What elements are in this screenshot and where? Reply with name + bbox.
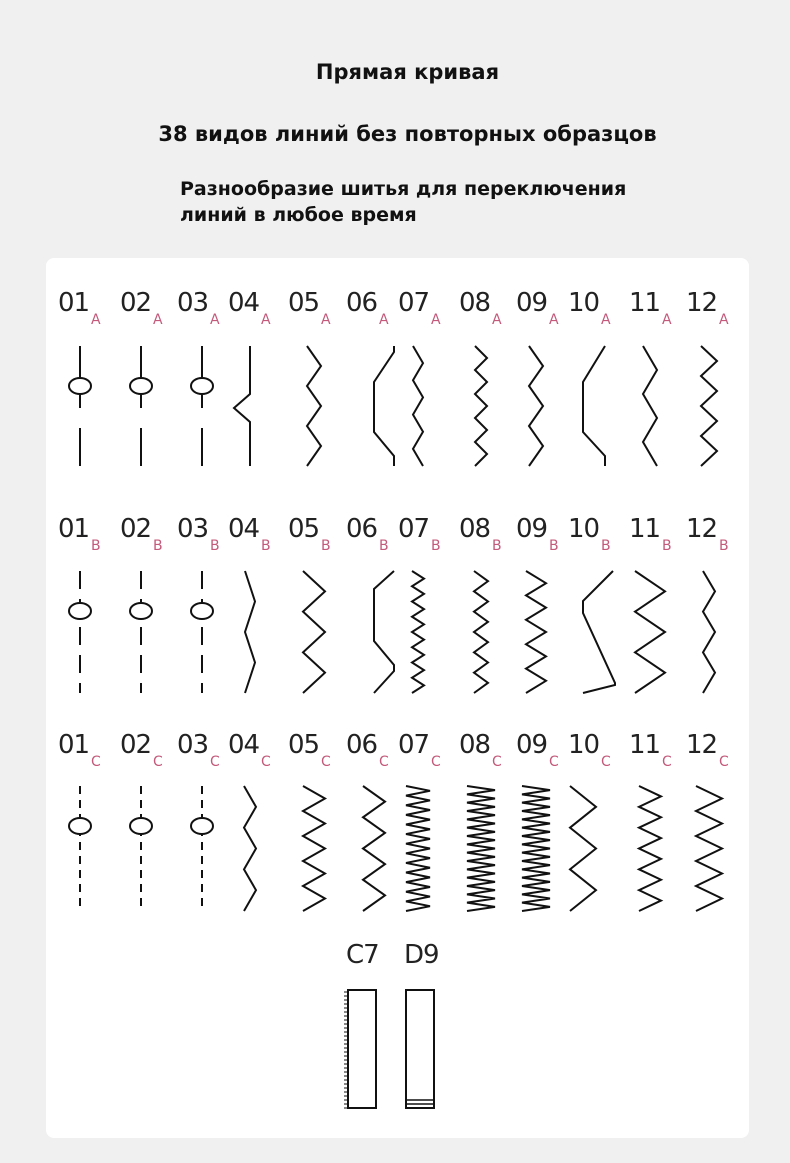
stitch-number-label: 10 [568,730,600,760]
stitch-letter-label: B [662,538,672,554]
page-title: Прямая кривая [315,60,500,84]
stitch-a-04 [234,346,250,466]
page-subtitle: 38 видов линий без повторных образцов [158,122,657,146]
stitch-b-11 [635,571,665,693]
stitch-b-08 [474,571,488,693]
stitch-number-label: 02 [120,730,152,760]
stitch-c-08 [467,786,495,911]
stitch-letter-label: A [210,312,220,328]
stitch-b-09 [526,571,546,693]
stitch-letter-label: C [662,754,672,770]
stitch-a-01-oval [69,378,91,394]
stitch-letter-label: C [91,754,101,770]
stitch-letter-label: C [210,754,220,770]
stitch-letter-label: B [261,538,271,554]
stitch-c-09 [522,786,550,911]
stitch-c-07 [406,786,430,911]
stitch-a-09 [529,346,543,466]
stitch-letter-label: B [431,538,441,554]
stitch-letter-label: B [719,538,729,554]
stitch-number-label: 01 [58,730,90,760]
stitch-card [46,258,749,1138]
stitch-c-01-oval [69,818,91,834]
stitch-number-label: 09 [516,288,548,318]
page-description [180,176,700,228]
stitch-patterns-svg [46,258,749,1138]
stitch-number-label: 12 [686,514,718,544]
stitch-number-label: 04 [228,514,260,544]
stitch-a-10 [583,346,605,466]
stitch-letter-label: C [379,754,389,770]
stitch-number-label: 05 [288,730,320,760]
stitch-number-label: 07 [398,514,430,544]
stitch-letter-label: A [492,312,502,328]
stitch-letter-label: A [601,312,611,328]
stitch-a-11 [643,346,657,466]
stitch-number-label: 09 [516,514,548,544]
stitch-letter-label: C [549,754,559,770]
stitch-number-label: 02 [120,288,152,318]
stitch-a-03-oval [191,378,213,394]
stitch-number-label: 03 [177,514,209,544]
stitch-number-label: 07 [398,730,430,760]
stitch-letter-label: C [719,754,729,770]
stitch-letter-label: B [601,538,611,554]
stitch-letter-label: A [321,312,331,328]
stitch-letter-label: C [261,754,271,770]
buttonhole-label: D9 [404,940,439,970]
stitch-b-02-oval [130,603,152,619]
stitch-c-06 [363,786,385,911]
stitch-number-label: 01 [58,288,90,318]
stitch-b-05 [303,571,325,693]
stitch-number-label: 10 [568,288,600,318]
stitch-letter-label: B [492,538,502,554]
buttonhole-d9 [406,990,434,1108]
stitch-letter-label: C [492,754,502,770]
stitch-number-label: 11 [629,514,661,544]
stitch-number-label: 11 [629,288,661,318]
stitch-a-06 [374,346,394,466]
stitch-a-08 [475,346,487,466]
stitch-letter-label: B [91,538,101,554]
stitch-number-label: 08 [459,288,491,318]
stitch-letter-label: A [549,312,559,328]
stitch-c-02-oval [130,818,152,834]
stitch-letter-label: B [210,538,220,554]
stitch-letter-label: B [379,538,389,554]
stitch-number-label: 06 [346,514,378,544]
stitch-number-label: 08 [459,514,491,544]
stitch-letter-label: B [321,538,331,554]
buttonhole-label: C7 [346,940,379,970]
stitch-number-label: 01 [58,514,90,544]
stitch-number-label: 08 [459,730,491,760]
stitch-number-label: 09 [516,730,548,760]
stitch-c-12 [696,786,722,911]
stitch-number-label: 12 [686,288,718,318]
stitch-b-06 [374,571,394,693]
stitch-letter-label: B [549,538,559,554]
stitch-letter-label: C [431,754,441,770]
stitch-b-10 [583,571,615,693]
stitch-number-label: 02 [120,514,152,544]
stitch-letter-label: A [431,312,441,328]
stitch-letter-label: A [261,312,271,328]
stitch-number-label: 06 [346,730,378,760]
stitch-number-label: 05 [288,288,320,318]
stitch-number-label: 03 [177,288,209,318]
stitch-c-04 [244,786,256,911]
stitch-letter-label: B [153,538,163,554]
stitch-number-label: 04 [228,288,260,318]
stitch-letter-label: A [662,312,672,328]
stitch-number-label: 03 [177,730,209,760]
description-line-2: линий в любое время [180,204,417,226]
stitch-b-03-oval [191,603,213,619]
stitch-number-label: 12 [686,730,718,760]
stitch-c-10 [570,786,596,911]
stitch-a-02-oval [130,378,152,394]
stitch-letter-label: A [91,312,101,328]
stitch-c-05 [303,786,325,911]
buttonhole-c7 [348,990,376,1108]
stitch-letter-label: A [379,312,389,328]
stitch-number-label: 06 [346,288,378,318]
stitch-b-01-oval [69,603,91,619]
stitch-a-07 [413,346,423,466]
stitch-a-05 [307,346,321,466]
stitch-b-04 [245,571,255,693]
stitch-number-label: 05 [288,514,320,544]
stitch-number-label: 10 [568,514,600,544]
stitch-c-03-oval [191,818,213,834]
stitch-b-07 [412,571,424,693]
stitch-b-12 [703,571,715,693]
stitch-number-label: 07 [398,288,430,318]
description-line-1: Разнообразие шитья для переключения [180,178,627,200]
stitch-letter-label: C [153,754,163,770]
stitch-letter-label: C [321,754,331,770]
stitch-letter-label: A [153,312,163,328]
stitch-number-label: 11 [629,730,661,760]
stitch-letter-label: A [719,312,729,328]
stitch-number-label: 04 [228,730,260,760]
stitch-a-12 [701,346,717,466]
stitch-letter-label: C [601,754,611,770]
stitch-c-11 [639,786,661,911]
